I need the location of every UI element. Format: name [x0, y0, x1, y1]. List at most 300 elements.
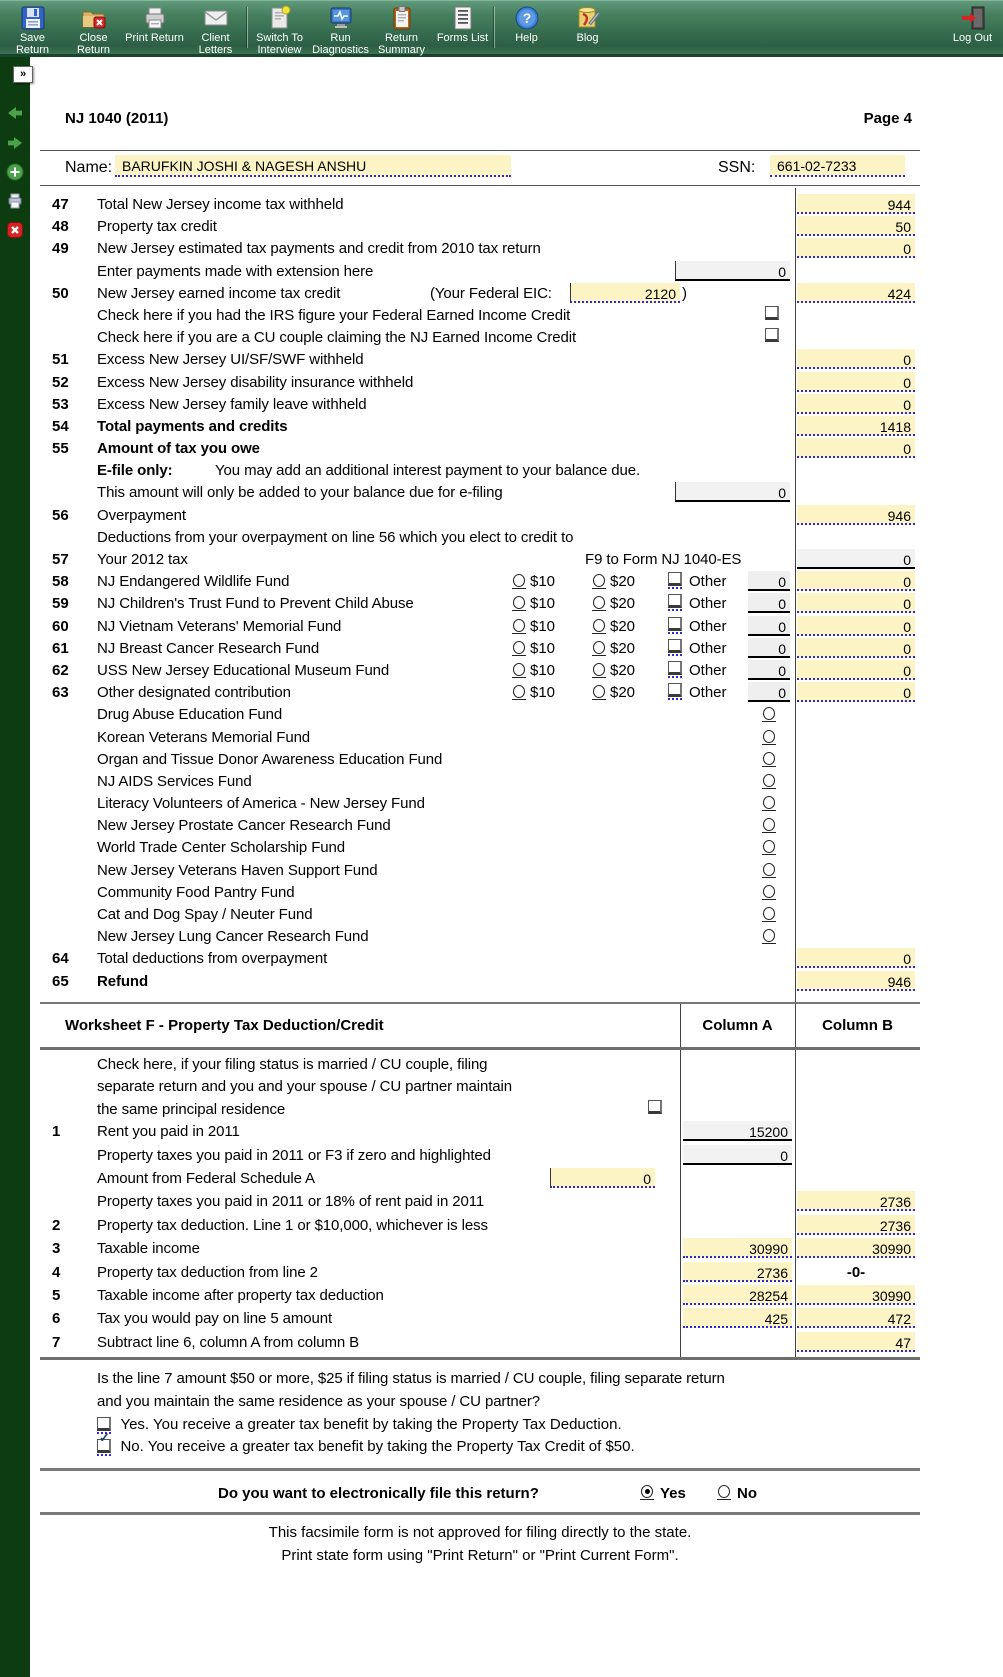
fund-10-radio[interactable]: [512, 641, 526, 656]
line-number: 57: [52, 551, 69, 568]
fund-other-checkbox[interactable]: [668, 572, 682, 586]
fund-10-radio[interactable]: [512, 596, 526, 611]
fund-10-radio[interactable]: [513, 685, 525, 698]
line-56-amount-field[interactable]: 946: [797, 505, 915, 525]
fund-select-radio[interactable]: [763, 929, 775, 942]
blog-icon: [575, 5, 601, 31]
line-48-amount-field[interactable]: 50: [797, 216, 915, 236]
fund-other-amount-field[interactable]: 0: [748, 682, 790, 702]
fund-20-radio[interactable]: [593, 641, 605, 654]
line-number: 2: [52, 1216, 61, 1234]
line-53-amount-field[interactable]: 0: [797, 394, 915, 414]
fund-name: NJ Children's Trust Fund to Prevent Child Abuse: [97, 595, 414, 613]
toolbar-button-return-summary[interactable]: [371, 3, 432, 54]
line-57-amount-field[interactable]: 0: [797, 549, 915, 569]
fund-select-radio[interactable]: [762, 929, 776, 944]
page-number: Page 4: [863, 110, 912, 127]
fund-20-label: $20: [610, 661, 636, 679]
line-61-row: [40, 637, 920, 659]
footer-disclaimer-line1: This facsimile form is not approved for filing directly to the state.: [268, 1524, 692, 1541]
worksheet-column-b-header: Column B: [822, 1017, 893, 1034]
worksheet-note-text: Check here, if your filing status is married / CU couple, filing: [97, 1056, 488, 1073]
fund-select-radio[interactable]: [762, 752, 776, 767]
worksheet-rows: [40, 1053, 920, 1354]
toolbar-button-label: Switch To Interview: [256, 32, 303, 56]
close-small-icon[interactable]: [6, 221, 24, 239]
forms-list-icon: [450, 5, 476, 31]
fund-other-checkbox[interactable]: [668, 683, 682, 697]
column-b-static-value: -0-: [846, 1263, 866, 1281]
fund-name: Drug Abuse Education Fund: [97, 706, 283, 724]
fund-20-radio[interactable]: [592, 641, 606, 656]
fund-select-radio[interactable]: [762, 885, 776, 900]
line-description: Enter payments made with extension here: [97, 262, 374, 280]
inline-amount-field[interactable]: 0: [675, 261, 790, 281]
name-label: Name:: [65, 159, 113, 176]
fund-10-radio[interactable]: [512, 574, 526, 589]
ssn-field[interactable]: 661-02-7233: [770, 155, 905, 177]
fund-name: NJ Endangered Wildlife Fund: [97, 573, 290, 591]
fund-10-radio[interactable]: [513, 663, 525, 676]
line-48-row: [40, 215, 920, 237]
line-60-amount-field[interactable]: 0: [797, 616, 915, 636]
fund-other-checkbox[interactable]: [668, 639, 682, 656]
deduction-yes-label: Yes. You receive a greater tax benefit by taking the Property Tax Deduction.: [120, 1416, 622, 1433]
deduction-yes-option[interactable]: [97, 1417, 622, 1436]
fund-20-radio[interactable]: [592, 596, 606, 611]
fund-other-checkbox[interactable]: [668, 617, 682, 631]
toolbar-button-switch-to-interview[interactable]: [249, 3, 310, 54]
line-64-row: [40, 947, 920, 969]
line-64-amount-field[interactable]: 0: [797, 948, 915, 968]
credit-question-line2: and you maintain the same residence as your spouse / CU partner?: [97, 1393, 541, 1410]
line-number: 55: [52, 440, 69, 458]
fund-list-row: [40, 748, 920, 770]
efile-no-label: No: [737, 1485, 757, 1502]
interview-icon: [267, 5, 293, 31]
line-55-row: [40, 437, 920, 459]
line-50-amount-field[interactable]: 424: [797, 283, 915, 303]
fund-select-radio[interactable]: [763, 796, 775, 809]
column-a-field[interactable]: 2736: [683, 1262, 792, 1282]
worksheet-column-a-header: Column A: [702, 1017, 773, 1034]
fund-name: NJ Vietnam Veterans' Memorial Fund: [97, 617, 342, 635]
fund-list-row: [40, 925, 920, 947]
form-row: [40, 304, 920, 326]
line-description: Excess New Jersey UI/SF/SWF withheld: [97, 351, 364, 369]
worksheet-line-4-row: [40, 1261, 920, 1284]
federal-eic-paren: ): [682, 284, 687, 302]
line-number: 5: [52, 1286, 61, 1304]
fund-select-radio[interactable]: [762, 840, 776, 855]
fund-20-radio[interactable]: [593, 685, 605, 698]
back-icon[interactable]: [6, 104, 24, 122]
fund-select-radio[interactable]: [762, 730, 776, 745]
worksheet-row: [40, 1144, 920, 1167]
line-number: 58: [52, 573, 69, 591]
line-description: Excess New Jersey family leave withheld: [97, 395, 367, 413]
help-icon: [514, 5, 540, 31]
fund-other-checkbox[interactable]: [668, 683, 682, 700]
fund-20-radio[interactable]: [592, 663, 606, 678]
line-61-amount-field[interactable]: 0: [797, 638, 915, 658]
line-description: New Jersey earned income tax credit: [97, 284, 341, 302]
fund-select-radio[interactable]: [763, 863, 775, 876]
form-page: [30, 57, 1003, 1677]
line-description: Property taxes you paid in 2011 or F3 if zero and highlighted: [97, 1146, 491, 1164]
fund-name: World Trade Center Scholarship Fund: [97, 839, 346, 857]
fund-other-label: Other: [689, 661, 727, 679]
line-description: Excess New Jersey disability insurance withheld: [97, 373, 414, 391]
fund-20-label: $20: [610, 617, 636, 635]
fund-10-radio[interactable]: [512, 619, 526, 634]
worksheet-row: [40, 1167, 920, 1190]
line-number: 63: [52, 684, 69, 702]
line-description: Rent you paid in 2011: [97, 1123, 240, 1141]
line-number: 64: [52, 950, 69, 968]
toolbar-button-label: Run Diagnostics: [312, 32, 369, 56]
toolbar-button-label: Return Summary: [377, 32, 426, 56]
credit-no-option[interactable]: [97, 1439, 635, 1458]
fund-select-radio[interactable]: [762, 818, 776, 833]
column-b-field[interactable]: 30990: [797, 1285, 915, 1305]
fund-other-checkbox[interactable]: [668, 661, 682, 675]
fund-10-radio[interactable]: [513, 619, 525, 632]
column-a-field[interactable]: 0: [683, 1145, 792, 1165]
fund-select-radio[interactable]: [762, 863, 776, 878]
save-icon: [20, 5, 46, 31]
line-description: Deductions from your overpayment on line 56 which you elect to credit to: [97, 528, 574, 546]
worksheet-note-text: separate return and you and your spouse / CU partner maintain: [97, 1078, 512, 1096]
fund-other-checkbox[interactable]: [668, 594, 682, 611]
worksheet-line-3-row: [40, 1237, 920, 1260]
fund-10-radio[interactable]: [512, 685, 526, 700]
line-59-amount-field[interactable]: 0: [797, 593, 915, 613]
line-description: New Jersey estimated tax payments and credit from 2010 tax return: [97, 240, 541, 258]
credit-no-label: No. You receive a greater tax benefit by taking the Property Tax Credit of $50.: [120, 1438, 635, 1455]
logout-icon: [960, 5, 986, 31]
diagnostics-icon: [328, 5, 354, 31]
line-60-row: [40, 615, 920, 637]
toolbar-separator: [494, 7, 495, 48]
fund-other-checkbox[interactable]: [668, 661, 682, 678]
line-description: Property tax deduction from line 2: [97, 1263, 318, 1281]
line-58-amount-field[interactable]: 0: [797, 571, 915, 591]
line-number: 50: [52, 284, 69, 302]
line-number: 62: [52, 661, 69, 679]
fund-list-row: [40, 770, 920, 792]
close-return-icon: [81, 5, 107, 31]
line-description: You may add an additional interest payment to your balance due.: [215, 462, 641, 480]
worksheet-line-6-row: [40, 1307, 920, 1330]
fund-other-checkbox[interactable]: [668, 572, 682, 589]
toolbar-button-label: Client Letters: [198, 32, 233, 56]
worksheet-note-line: [40, 1075, 920, 1097]
fund-list-row: [40, 703, 920, 725]
column-a-field[interactable]: 28254: [683, 1285, 792, 1305]
forward-icon[interactable]: [6, 134, 24, 152]
fund-select-radio[interactable]: [762, 907, 776, 922]
fund-name: Literacy Volunteers of America - New Jersey Fund: [97, 795, 425, 813]
fund-other-amount-field[interactable]: 0: [748, 571, 790, 591]
federal-eic-field[interactable]: 2120: [570, 283, 680, 303]
f9-jump-label: F9 to Form NJ 1040-ES: [585, 551, 742, 568]
line-number: 6: [52, 1310, 61, 1328]
fund-select-radio[interactable]: [762, 707, 776, 722]
separate-residence-checkbox[interactable]: [648, 1100, 662, 1114]
column-b-field[interactable]: 2736: [797, 1215, 915, 1235]
line-57-row: [40, 548, 920, 570]
line-number: 52: [52, 373, 69, 391]
fund-name: Community Food Pantry Fund: [97, 883, 295, 901]
line-description: Amount from Federal Schedule A: [97, 1169, 315, 1187]
toolbar-button-label: Save Return: [15, 32, 50, 56]
toolbar-button-print-return[interactable]: [124, 3, 185, 54]
fund-name: New Jersey Lung Cancer Research Fund: [97, 928, 369, 946]
fund-name: Cat and Dog Spay / Neuter Fund: [97, 906, 313, 923]
worksheet-line-1-row: [40, 1120, 920, 1143]
fund-other-checkbox[interactable]: [668, 594, 682, 608]
fund-select-radio[interactable]: [763, 752, 775, 765]
toolbar-button-client-letters[interactable]: [185, 3, 246, 54]
separate-residence-checkbox[interactable]: [648, 1100, 662, 1118]
toolbar-separator: [247, 7, 248, 48]
line-number: 54: [52, 417, 69, 435]
line-number: 4: [52, 1263, 61, 1281]
line-number: 3: [52, 1240, 61, 1258]
line-59-row: [40, 592, 920, 614]
form-row: [40, 459, 920, 481]
column-a-field[interactable]: 425: [683, 1308, 792, 1328]
toolbar-button-label: Print Return: [125, 32, 184, 44]
fund-10-radio[interactable]: [513, 641, 525, 654]
toolbar-button-run-diagnostics[interactable]: [310, 3, 371, 54]
form-lines: [40, 193, 920, 992]
credit-question-line1: Is the line 7 amount $50 or more, $25 if filing status is married / CU couple, filing separate return: [97, 1370, 725, 1387]
fund-name: Other designated contribution: [97, 684, 291, 702]
worksheet-divider: [795, 1004, 796, 1047]
fund-10-label: $10: [530, 661, 556, 679]
line-description: Total payments and credits: [97, 417, 288, 435]
fund-other-checkbox[interactable]: [668, 639, 682, 653]
efile-no-radio[interactable]: [717, 1485, 731, 1503]
column-a-field[interactable]: 30990: [683, 1238, 792, 1258]
printer-icon: [142, 5, 168, 31]
line-65-amount-field[interactable]: 946: [797, 971, 915, 991]
fund-20-label: $20: [610, 595, 636, 613]
line-53-row: [40, 393, 920, 415]
checkbox-description: Check here if you are a CU couple claiming the NJ Earned Income Credit: [97, 329, 577, 347]
efile-yes-radio[interactable]: [640, 1485, 654, 1503]
line-number: 49: [52, 240, 69, 258]
fund-list-row: [40, 881, 920, 903]
line-description: Total New Jersey income tax withheld: [97, 196, 344, 213]
fund-select-radio[interactable]: [763, 818, 775, 831]
line-description: Tax you would pay on line 5 amount: [97, 1310, 333, 1328]
efile-question: Do you want to electronically file this return?: [218, 1485, 539, 1502]
page-title: NJ 1040 (2011): [65, 110, 169, 127]
line-description: Property tax credit: [97, 218, 217, 236]
fund-select-radio[interactable]: [763, 774, 775, 787]
form-row: [40, 526, 920, 548]
line-description: Taxable income: [97, 1240, 200, 1258]
column-a-field[interactable]: 15200: [683, 1121, 792, 1141]
fund-select-radio[interactable]: [763, 840, 775, 853]
sidebar: [0, 57, 30, 1677]
column-b-field[interactable]: 47: [797, 1332, 915, 1352]
fund-20-radio[interactable]: [592, 685, 606, 700]
schedule-a-amount-field[interactable]: 0: [550, 1168, 655, 1188]
svg-text:?: ?: [522, 10, 531, 26]
fund-other-label: Other: [689, 617, 727, 635]
efile-only-label: E-file only:: [97, 462, 173, 480]
toolbar-button-log-out[interactable]: [944, 3, 1001, 54]
line-49-amount-field[interactable]: 0: [797, 238, 915, 258]
fund-10-radio[interactable]: [513, 596, 525, 609]
fund-10-label: $10: [530, 684, 556, 702]
worksheet-divider: [680, 1004, 681, 1047]
eic-checkbox[interactable]: [765, 328, 779, 342]
line-number: 51: [52, 351, 69, 369]
worksheet-note-line: [40, 1053, 920, 1075]
fund-20-radio[interactable]: [593, 574, 605, 587]
toolbar-button-save-return[interactable]: [2, 3, 63, 54]
form-row: [40, 481, 920, 503]
checkbox-description: Check here if you had the IRS figure your Federal Earned Income Credit: [97, 306, 571, 324]
inline-amount-field[interactable]: 0: [675, 482, 790, 502]
line-47-row: [40, 193, 920, 215]
fund-select-radio[interactable]: [763, 907, 775, 920]
toolbar-button-blog[interactable]: [557, 3, 618, 54]
line-58-row: [40, 570, 920, 592]
fund-10-label: $10: [530, 573, 556, 591]
clipboard-icon: [389, 5, 415, 31]
eic-checkbox[interactable]: [765, 306, 779, 320]
line-description: This amount will only be added to your balance due for e-filing: [97, 484, 503, 502]
sidebar-expand-button[interactable]: »: [13, 66, 33, 83]
toolbar-button-help[interactable]: [496, 3, 557, 54]
fund-name: New Jersey Prostate Cancer Research Fund: [97, 817, 391, 835]
line-number: 61: [52, 639, 69, 657]
add-circle-icon[interactable]: [6, 163, 24, 181]
worksheet-line-2-row: [40, 1214, 920, 1237]
line-49-row: [40, 237, 920, 259]
line-51-row: [40, 348, 920, 370]
fund-list-row: [40, 903, 920, 925]
divider: [40, 1002, 920, 1004]
ssn-label: SSN:: [718, 159, 756, 176]
line-description: Property taxes you paid in 2011 or 18% of rent paid in 2011: [97, 1193, 485, 1211]
fund-other-amount-field[interactable]: 0: [748, 616, 790, 636]
fund-select-radio[interactable]: [762, 774, 776, 789]
fund-10-label: $10: [530, 617, 556, 635]
line-65-row: [40, 970, 920, 992]
fund-other-amount-field[interactable]: 0: [748, 593, 790, 613]
line-52-amount-field[interactable]: 0: [797, 372, 915, 392]
fund-list-row: [40, 836, 920, 858]
fund-name: NJ Breast Cancer Research Fund: [97, 639, 320, 657]
federal-eic-label: (Your Federal EIC:: [430, 284, 552, 302]
fund-20-radio[interactable]: [593, 619, 605, 632]
line-number: 59: [52, 595, 69, 613]
worksheet-note-text: the same principal residence: [97, 1100, 286, 1118]
fund-20-label: $20: [610, 573, 636, 591]
line-62-amount-field[interactable]: 0: [797, 660, 915, 680]
line-number: 7: [52, 1333, 61, 1351]
fund-10-radio[interactable]: [512, 663, 526, 678]
fund-20-radio[interactable]: [592, 619, 606, 634]
form-row: [40, 260, 920, 282]
fund-list-row: [40, 792, 920, 814]
line-number: 60: [52, 617, 69, 635]
column-b-field[interactable]: 30990: [797, 1238, 915, 1258]
line-description: Property tax deduction. Line 1 or $10,000, whichever is less: [97, 1216, 488, 1234]
fund-20-label: $20: [610, 684, 636, 702]
fund-20-radio[interactable]: [592, 574, 606, 589]
column-b-field[interactable]: 2736: [797, 1191, 915, 1211]
divider: [40, 185, 920, 186]
toolbar-button-label: Close Return: [76, 32, 111, 56]
fund-other-amount-field[interactable]: 0: [748, 660, 790, 680]
fund-other-label: Other: [689, 684, 727, 702]
credit-no-checkbox[interactable]: [97, 1439, 111, 1456]
line-54-row: [40, 415, 920, 437]
envelope-icon: [203, 5, 229, 31]
divider: [40, 150, 920, 151]
name-field[interactable]: BARUFKIN JOSHI & NAGESH ANSHU: [115, 155, 511, 177]
line-47-amount-field[interactable]: 944: [797, 194, 915, 214]
print-small-icon[interactable]: [6, 192, 24, 210]
line-50-row: [40, 282, 920, 304]
divider: [40, 1512, 920, 1515]
toolbar-button-close-return[interactable]: [63, 3, 124, 54]
fund-20-radio[interactable]: [593, 663, 605, 676]
line-54-amount-field[interactable]: 1418: [797, 416, 915, 436]
line-number: 47: [52, 196, 69, 213]
fund-10-radio[interactable]: [513, 574, 525, 587]
line-52-row: [40, 371, 920, 393]
fund-name: NJ AIDS Services Fund: [97, 772, 252, 790]
fund-select-radio[interactable]: [763, 885, 775, 898]
line-62-row: [40, 659, 920, 681]
fund-select-radio[interactable]: [763, 730, 775, 743]
eic-checkbox[interactable]: [765, 306, 779, 324]
fund-20-radio[interactable]: [593, 596, 605, 609]
column-b-field[interactable]: 472: [797, 1308, 915, 1328]
fund-select-radio[interactable]: [763, 707, 775, 720]
eic-checkbox[interactable]: [765, 328, 779, 346]
toolbar-button-label: Log Out: [952, 32, 993, 44]
form-row: [40, 326, 920, 348]
line-63-row: [40, 681, 920, 703]
fund-name: Organ and Tissue Donor Awareness Education Fund: [97, 750, 443, 768]
fund-20-label: $20: [610, 639, 636, 657]
toolbar: [0, 0, 1003, 57]
fund-other-label: Other: [689, 573, 727, 591]
fund-select-radio[interactable]: [762, 796, 776, 811]
line-63-amount-field[interactable]: 0: [797, 682, 915, 702]
line-number: 1: [52, 1123, 61, 1141]
fund-10-label: $10: [530, 639, 556, 657]
worksheet-line-5-row: [40, 1284, 920, 1307]
fund-other-checkbox[interactable]: [668, 617, 682, 634]
line-51-amount-field[interactable]: 0: [797, 349, 915, 369]
line-55-amount-field[interactable]: 0: [797, 438, 915, 458]
fund-other-amount-field[interactable]: 0: [748, 638, 790, 658]
line-description: Total deductions from overpayment: [97, 950, 328, 968]
line-description: Refund: [97, 972, 149, 990]
toolbar-button-forms-list[interactable]: [432, 3, 493, 54]
